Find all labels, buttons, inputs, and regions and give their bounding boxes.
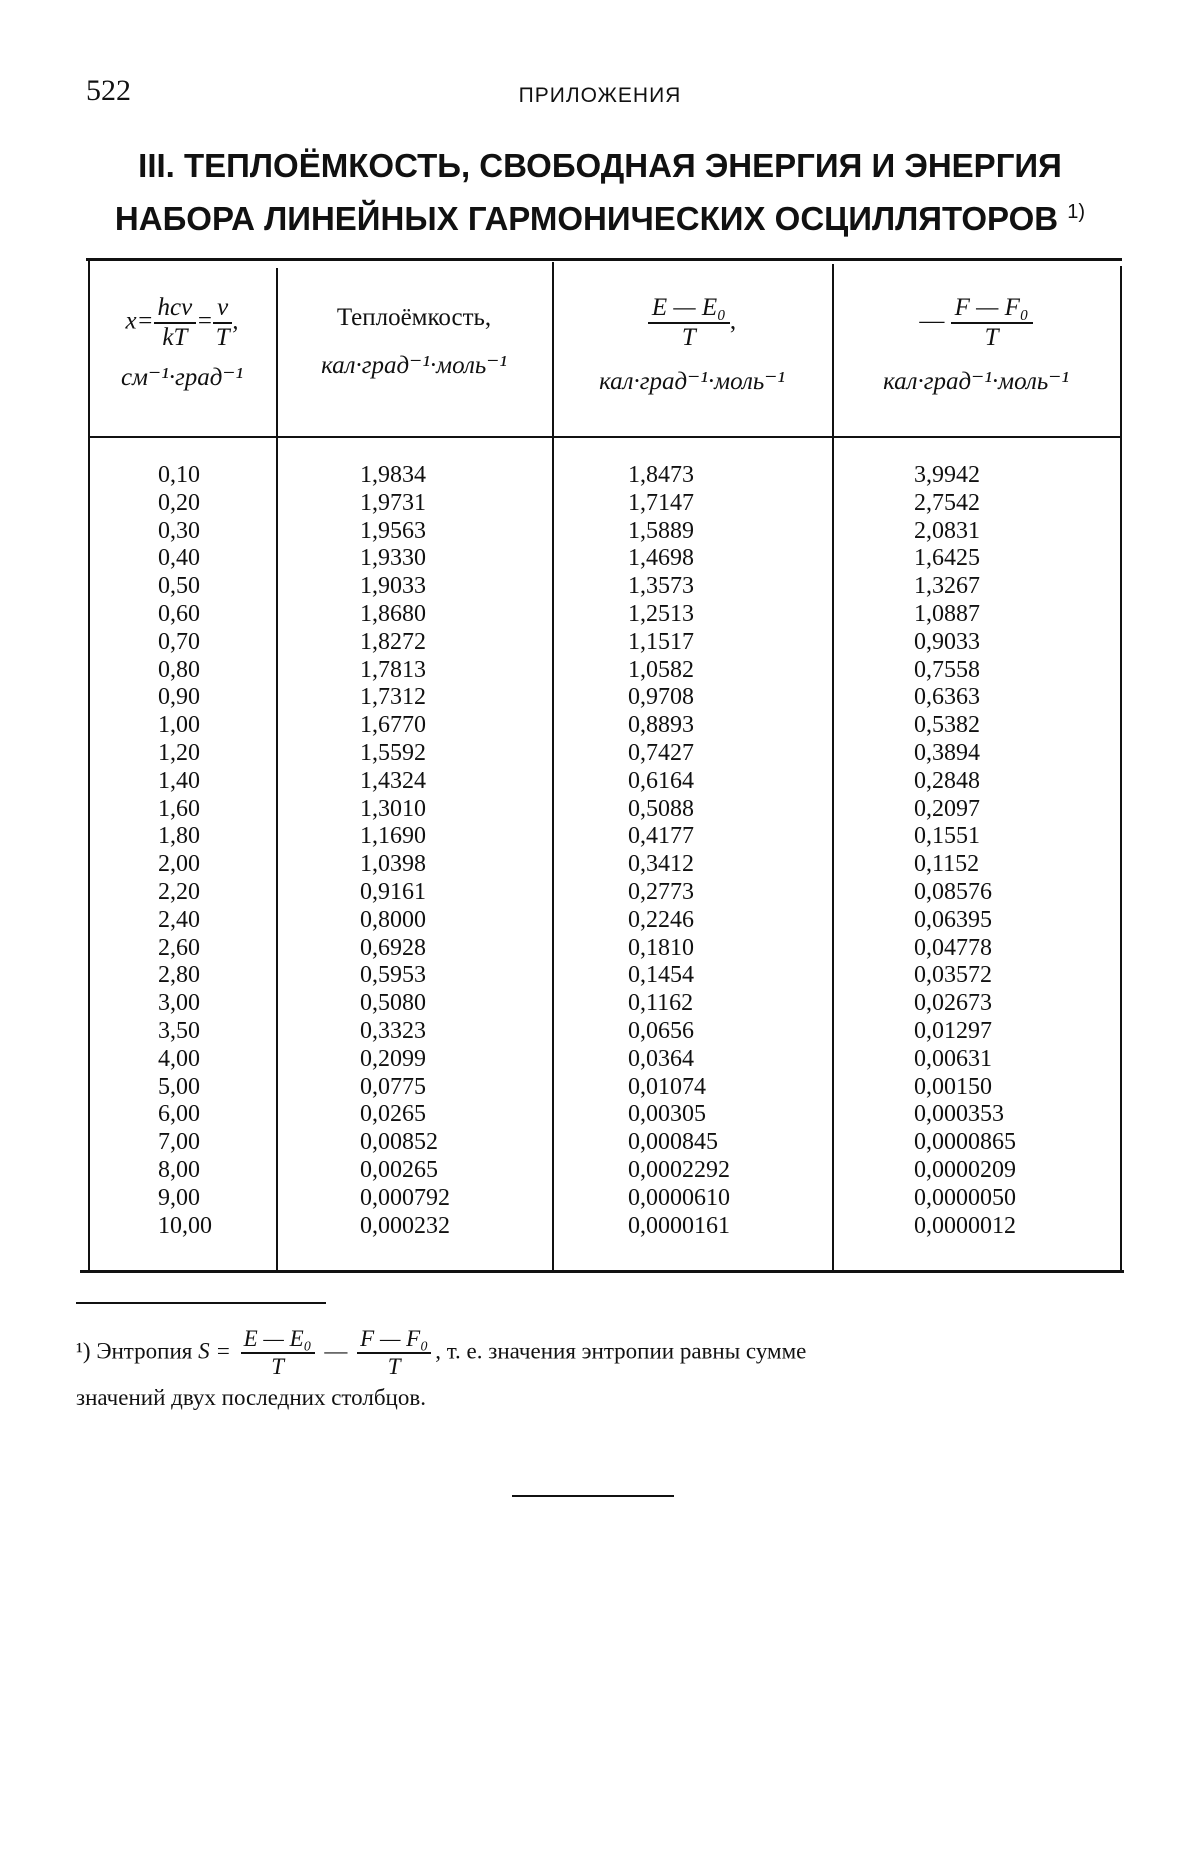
heat-capacity-cell: 1,7312 bbox=[360, 684, 426, 711]
heat-capacity-cell: 1,0398 bbox=[360, 851, 426, 878]
energy-cell: 1,4698 bbox=[628, 545, 694, 572]
free-energy-cell: 0,2848 bbox=[914, 767, 980, 794]
heat-capacity-cell: 0,5080 bbox=[360, 990, 426, 1017]
heat-capacity-cell: 1,9033 bbox=[360, 573, 426, 600]
x-value-cell: 1,60 bbox=[158, 795, 200, 822]
x-value-cell: 8,00 bbox=[158, 1156, 200, 1183]
x-value-cell: 0,50 bbox=[158, 573, 200, 600]
column-divider-1 bbox=[276, 268, 278, 1270]
x-value-cell: 0,80 bbox=[158, 656, 200, 683]
energy-cell: 0,8893 bbox=[628, 712, 694, 739]
eq-sign: = bbox=[196, 307, 214, 335]
x-value-cell: 0,40 bbox=[158, 545, 200, 572]
column-divider-3 bbox=[832, 264, 834, 1270]
free-energy-cell: 0,9033 bbox=[914, 628, 980, 655]
heat-capacity-cell: 0,00852 bbox=[360, 1129, 438, 1156]
frac-num: ν bbox=[213, 294, 232, 324]
minus: — bbox=[919, 307, 945, 335]
heat-capacity-cell: 0,2099 bbox=[360, 1045, 426, 1072]
heat-capacity-cell: 1,9330 bbox=[360, 545, 426, 572]
free-energy-cell: 0,0000050 bbox=[914, 1184, 1016, 1211]
column-heat-capacity bbox=[360, 462, 450, 1240]
x-value-cell: 1,20 bbox=[158, 739, 200, 766]
footnote-frac-E bbox=[241, 1326, 315, 1380]
free-energy-cell: 0,6363 bbox=[914, 684, 980, 711]
heat-capacity-cell: 1,5592 bbox=[360, 739, 426, 766]
footnote-text-1: , т. е. значения энтропии равны сумме bbox=[435, 1338, 807, 1364]
table-left-border bbox=[88, 258, 90, 1270]
page-number: 522 bbox=[86, 74, 131, 107]
frac-den: T bbox=[215, 324, 230, 351]
footnote-prefix: Энтропия bbox=[96, 1338, 193, 1364]
free-energy-cell: 0,0000012 bbox=[914, 1212, 1016, 1239]
frac-v-T bbox=[213, 294, 232, 352]
heat-capacity-cell: 0,5953 bbox=[360, 962, 426, 989]
free-energy-cell: 1,6425 bbox=[914, 545, 980, 572]
x-value-cell: 1,80 bbox=[158, 823, 200, 850]
footnote-rule bbox=[76, 1302, 326, 1304]
free-energy-cell: 0,04778 bbox=[914, 934, 992, 961]
x-formula bbox=[88, 294, 276, 352]
energy-cell: 0,4177 bbox=[628, 823, 694, 850]
col3-unit: кал·град⁻¹·моль⁻¹ bbox=[599, 368, 785, 395]
free-energy-cell: 0,0000209 bbox=[914, 1156, 1016, 1183]
heat-capacity-cell: 0,000792 bbox=[360, 1184, 450, 1211]
energy-cell: 1,1517 bbox=[628, 628, 694, 655]
footnote-minus: — bbox=[324, 1338, 348, 1364]
free-energy-cell: 2,0831 bbox=[914, 517, 980, 544]
energy-cell: 0,0364 bbox=[628, 1045, 694, 1072]
x-value-cell: 10,00 bbox=[158, 1212, 212, 1239]
x-value-cell: 9,00 bbox=[158, 1184, 200, 1211]
heat-capacity-cell: 1,4324 bbox=[360, 767, 426, 794]
heat-capacity-cell: 1,6770 bbox=[360, 712, 426, 739]
title-footnote-mark: 1) bbox=[1067, 201, 1086, 223]
frac-E bbox=[648, 294, 730, 352]
energy-cell: 0,0000161 bbox=[628, 1212, 730, 1239]
energy-cell: 0,01074 bbox=[628, 1073, 706, 1100]
free-energy-cell: 0,2097 bbox=[914, 795, 980, 822]
x-value-cell: 2,20 bbox=[158, 878, 200, 905]
col1-unit: см⁻¹·град⁻¹ bbox=[120, 364, 244, 391]
x-value-cell: 5,00 bbox=[158, 1073, 200, 1100]
energy-cell: 0,0000610 bbox=[628, 1184, 730, 1211]
energy-cell: 1,5889 bbox=[628, 517, 694, 544]
x-value-cell: 4,00 bbox=[158, 1045, 200, 1072]
col2-label: Теплоёмкость, bbox=[336, 304, 492, 331]
free-energy-cell: 1,0887 bbox=[914, 600, 980, 627]
entropy-symbol: S = bbox=[198, 1338, 231, 1364]
free-energy-cell: 3,9942 bbox=[914, 462, 980, 488]
free-energy-cell: 1,3267 bbox=[914, 573, 980, 600]
title-line-1: III. ТЕПЛОЁМКОСТЬ, СВОБОДНАЯ ЭНЕРГИЯ И ЭНЕРГИЯ bbox=[138, 147, 1062, 184]
energy-cell: 0,000845 bbox=[628, 1129, 718, 1156]
free-energy-cell: 0,7558 bbox=[914, 656, 980, 683]
x-eq: x= bbox=[125, 307, 154, 335]
x-value-cell: 0,20 bbox=[158, 489, 200, 516]
free-energy-cell: 0,5382 bbox=[914, 712, 980, 739]
table-top-rule bbox=[86, 258, 1122, 261]
page-title bbox=[80, 142, 1120, 242]
running-head: ПРИЛОЖЕНИЯ bbox=[518, 84, 682, 107]
energy-cell: 1,7147 bbox=[628, 489, 694, 516]
heat-capacity-cell: 0,9161 bbox=[360, 878, 426, 905]
frac-den: T bbox=[984, 324, 999, 351]
energy-cell: 0,6164 bbox=[628, 767, 694, 794]
free-energy-cell: 2,7542 bbox=[914, 489, 980, 516]
heat-capacity-cell: 1,9731 bbox=[360, 489, 426, 516]
frac-num: F — F₀ bbox=[951, 294, 1033, 324]
energy-cell: 1,3573 bbox=[628, 573, 694, 600]
heat-capacity-cell: 0,00265 bbox=[360, 1156, 438, 1183]
x-value-cell: 2,80 bbox=[158, 962, 200, 989]
energy-cell: 0,2246 bbox=[628, 906, 694, 933]
energy-cell: 0,1162 bbox=[628, 990, 694, 1017]
x-value-cell: 1,00 bbox=[158, 712, 200, 739]
comma: , bbox=[232, 307, 239, 335]
free-energy-cell: 0,0000865 bbox=[914, 1129, 1016, 1156]
free-energy-cell: 0,1551 bbox=[914, 823, 980, 850]
column-free-energy bbox=[914, 462, 1016, 1240]
header-col-heat-capacity bbox=[276, 304, 552, 380]
x-value-cell: 0,60 bbox=[158, 600, 200, 627]
header-col-energy bbox=[552, 294, 832, 396]
energy-cell: 1,0582 bbox=[628, 656, 694, 683]
header-col-x bbox=[88, 294, 276, 392]
x-value-cell: 2,00 bbox=[158, 851, 200, 878]
footnote-mark: ¹) bbox=[76, 1338, 91, 1364]
heat-capacity-cell: 0,000232 bbox=[360, 1212, 450, 1239]
frac-den: T bbox=[387, 1354, 401, 1379]
footnote-line-1 bbox=[76, 1326, 1126, 1380]
energy-cell: 1,2513 bbox=[628, 600, 694, 627]
free-energy-cell: 0,01297 bbox=[914, 1017, 992, 1044]
heat-capacity-cell: 0,0265 bbox=[360, 1101, 426, 1128]
col4-unit: кал·град⁻¹·моль⁻¹ bbox=[883, 368, 1069, 395]
frac-den: T bbox=[271, 1354, 285, 1379]
header-col-free-energy bbox=[832, 294, 1120, 396]
x-value-cell: 0,90 bbox=[158, 684, 200, 711]
frac-num: E — E₀ bbox=[648, 294, 730, 324]
heat-capacity-cell: 1,3010 bbox=[360, 795, 426, 822]
frac-num: hcν bbox=[154, 294, 197, 324]
x-value-cell: 0,70 bbox=[158, 628, 200, 655]
x-value-cell: 3,00 bbox=[158, 990, 200, 1017]
x-value-cell: 2,40 bbox=[158, 906, 200, 933]
heat-capacity-cell: 1,8680 bbox=[360, 600, 426, 627]
energy-formula bbox=[552, 294, 832, 352]
x-value-cell: 2,60 bbox=[158, 934, 200, 961]
x-value-cell: 0,10 bbox=[158, 462, 200, 488]
comma: , bbox=[729, 307, 737, 335]
title-line-2-text: НАБОРА ЛИНЕЙНЫХ ГАРМОНИЧЕСКИХ ОСЦИЛЛЯТОРОВ bbox=[114, 200, 1059, 237]
frac-den: kT bbox=[162, 324, 188, 351]
energy-cell: 0,1810 bbox=[628, 934, 694, 961]
energy-cell: 0,7427 bbox=[628, 739, 694, 766]
title-line-2 bbox=[80, 189, 1120, 242]
energy-cell: 0,0002292 bbox=[628, 1156, 730, 1183]
x-value-cell: 6,00 bbox=[158, 1101, 200, 1128]
energy-cell: 0,3412 bbox=[628, 851, 694, 878]
heat-capacity-cell: 1,9563 bbox=[360, 517, 426, 544]
free-energy-cell: 0,06395 bbox=[914, 906, 992, 933]
heat-capacity-cell: 1,1690 bbox=[360, 823, 426, 850]
end-rule bbox=[512, 1495, 674, 1497]
footnote-frac-F bbox=[357, 1326, 431, 1380]
heat-capacity-cell: 1,8272 bbox=[360, 628, 426, 655]
energy-cell: 0,00305 bbox=[628, 1101, 706, 1128]
footnote bbox=[76, 1326, 1126, 1416]
free-energy-cell: 0,00631 bbox=[914, 1045, 992, 1072]
heat-capacity-cell: 1,7813 bbox=[360, 656, 426, 683]
x-value-cell: 3,50 bbox=[158, 1017, 200, 1044]
free-energy-cell: 0,08576 bbox=[914, 878, 992, 905]
heat-capacity-cell: 0,0775 bbox=[360, 1073, 426, 1100]
frac-den: T bbox=[681, 324, 696, 351]
footnote-line-2: значений двух последних столбцов. bbox=[76, 1385, 426, 1410]
frac-F bbox=[951, 294, 1033, 352]
x-value-cell: 0,30 bbox=[158, 517, 200, 544]
free-energy-formula bbox=[832, 294, 1120, 352]
table-header-rule bbox=[88, 436, 1122, 438]
free-energy-cell: 0,00150 bbox=[914, 1073, 992, 1100]
x-value-cell: 1,40 bbox=[158, 767, 200, 794]
table-bottom-rule bbox=[80, 1270, 1124, 1273]
free-energy-cell: 0,03572 bbox=[914, 962, 992, 989]
free-energy-cell: 0,3894 bbox=[914, 739, 980, 766]
column-divider-2 bbox=[552, 262, 554, 1270]
x-value-cell: 7,00 bbox=[158, 1129, 200, 1156]
energy-cell: 1,8473 bbox=[628, 462, 694, 488]
free-energy-cell: 0,1152 bbox=[914, 851, 980, 878]
frac-num: F — F₀ bbox=[357, 1326, 431, 1354]
energy-cell: 0,2773 bbox=[628, 878, 694, 905]
column-energy bbox=[628, 462, 730, 1240]
column-x-values bbox=[158, 462, 212, 1240]
frac-hcv-kT bbox=[154, 294, 197, 352]
free-energy-cell: 0,000353 bbox=[914, 1101, 1004, 1128]
energy-cell: 0,1454 bbox=[628, 962, 694, 989]
col2-unit: кал·град⁻¹·моль⁻¹ bbox=[321, 352, 507, 379]
energy-cell: 0,0656 bbox=[628, 1017, 694, 1044]
heat-capacity-cell: 0,8000 bbox=[360, 906, 426, 933]
energy-cell: 0,9708 bbox=[628, 684, 694, 711]
heat-capacity-cell: 0,3323 bbox=[360, 1017, 426, 1044]
table-right-border bbox=[1120, 266, 1122, 1270]
frac-num: E — E₀ bbox=[241, 1326, 315, 1354]
heat-capacity-cell: 1,9834 bbox=[360, 462, 426, 488]
free-energy-cell: 0,02673 bbox=[914, 990, 992, 1017]
energy-cell: 0,5088 bbox=[628, 795, 694, 822]
heat-capacity-cell: 0,6928 bbox=[360, 934, 426, 961]
